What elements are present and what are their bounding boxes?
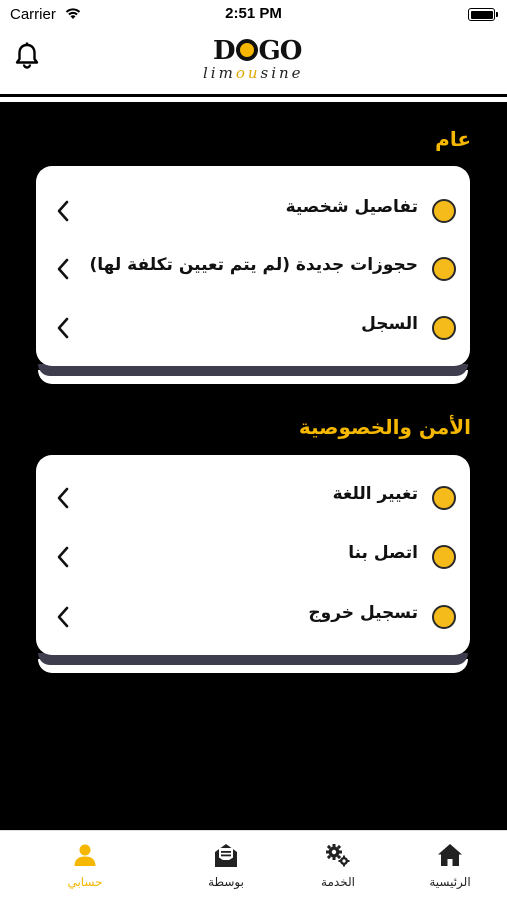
menu-item-label: تغيير اللغة	[332, 484, 418, 504]
tab-home[interactable]	[405, 831, 495, 900]
security-list	[36, 455, 470, 655]
chevron-left-icon	[56, 606, 70, 628]
section-title-general: عام	[435, 127, 471, 151]
general-card	[36, 166, 470, 384]
bell-icon[interactable]	[14, 42, 40, 70]
bullet-icon	[432, 199, 456, 223]
menu-item-personal-details[interactable]	[36, 182, 470, 240]
tab-label: حسابي	[67, 875, 103, 889]
bullet-icon	[432, 605, 456, 629]
clock-label: 2:51 PM	[225, 5, 282, 22]
bullet-icon	[432, 486, 456, 510]
header-divider-light	[0, 99, 507, 102]
tab-my-account[interactable]	[40, 831, 130, 900]
chevron-left-icon	[56, 487, 70, 509]
carrier-label: Carrier	[10, 6, 56, 23]
tab-label: الرئيسية	[429, 875, 471, 889]
security-card	[36, 455, 470, 673]
logo-ring	[236, 39, 258, 61]
bullet-icon	[432, 316, 456, 340]
logo-wordmark: D GO	[213, 36, 302, 66]
tab-mail[interactable]	[181, 831, 271, 900]
menu-item-label: تسجيل خروج	[308, 603, 418, 623]
person-icon	[71, 841, 99, 869]
battery-icon	[468, 8, 495, 21]
status-bar	[0, 0, 507, 30]
tab-service[interactable]	[293, 831, 383, 900]
section-title-security: الأمن والخصوصية	[298, 415, 471, 439]
menu-item-change-language[interactable]	[36, 469, 470, 527]
bottom-tab-bar	[0, 830, 507, 900]
menu-item-label: اتصل بنا	[348, 543, 418, 563]
bullet-icon	[432, 545, 456, 569]
tab-label: بوسطة	[208, 875, 244, 889]
home-icon	[436, 841, 464, 869]
menu-item-new-bookings[interactable]	[36, 240, 470, 298]
chevron-left-icon	[56, 546, 70, 568]
chevron-left-icon	[56, 200, 70, 222]
bullet-icon	[432, 257, 456, 281]
chevron-left-icon	[56, 258, 70, 280]
general-list	[36, 166, 470, 366]
tab-label: الخدمة	[321, 875, 355, 889]
menu-item-history[interactable]	[36, 299, 470, 357]
app-header	[0, 30, 507, 100]
header-divider	[0, 94, 507, 97]
chevron-left-icon	[56, 317, 70, 339]
menu-item-contact-us[interactable]	[36, 528, 470, 586]
menu-item-label: السجل	[361, 314, 418, 334]
logo-subtitle: limousine	[203, 64, 304, 82]
mail-icon	[212, 841, 240, 869]
gears-icon	[324, 841, 352, 869]
menu-item-label: تفاصيل شخصية	[285, 197, 418, 217]
menu-item-label: حجوزات جديدة (لم يتم تعيين تكلفة لها)	[89, 255, 418, 275]
brand-logo	[195, 36, 315, 90]
menu-item-logout[interactable]	[36, 588, 470, 646]
